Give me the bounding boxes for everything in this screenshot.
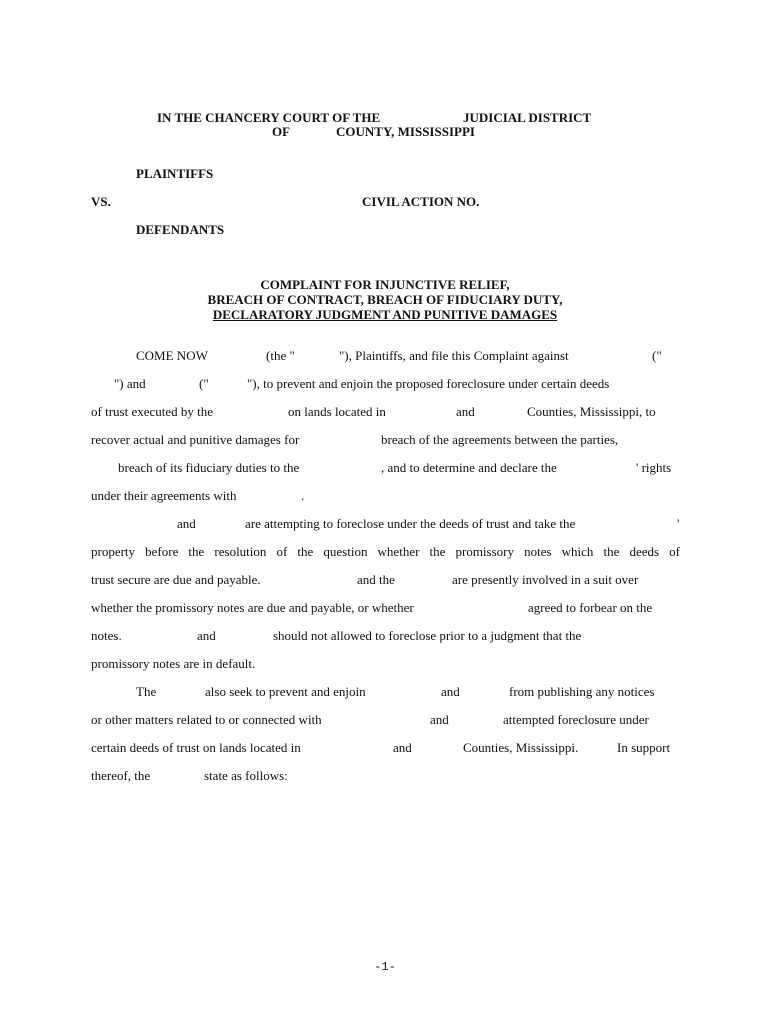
p1-line5-a: breach of its fiduciary duties to the [118, 460, 300, 475]
p1-line1-c: "), Plaintiffs, and file this Complaint against [339, 348, 569, 363]
p2-line3-b: and the [357, 572, 395, 587]
p3-line2-a: or other matters related to or connected with [91, 712, 322, 727]
p1-line3-a: of trust executed by the [91, 404, 214, 419]
p3-line4-a: thereof, the [91, 768, 151, 783]
p3-line3-d: In support [617, 740, 671, 755]
p1-line4-a: recover actual and punitive damages for [91, 432, 300, 447]
defendants-label: DEFENDANTS [136, 222, 225, 237]
p3-line1-a: The [136, 684, 157, 699]
page-number: -1- [374, 960, 396, 974]
title-line-3: DECLARATORY JUDGMENT AND PUNITIVE DAMAGES [212, 307, 558, 322]
p1-line1-b: (the " [266, 348, 295, 363]
p1-line6-b: . [301, 488, 305, 503]
p2-line4-b: agreed to forbear on the [528, 600, 653, 615]
title-line-1: COMPLAINT FOR INJUNCTIVE RELIEF, [260, 277, 510, 292]
p3-line3-c: Counties, Mississippi. [463, 740, 579, 755]
plaintiffs-label: PLAINTIFFS [136, 166, 214, 181]
p3-line2-c: attempted foreclosure under [503, 712, 649, 727]
county-line-left: OF [272, 124, 291, 139]
p1-line3-c: and [456, 404, 475, 419]
p2-line3-c: are presently involved in a suit over [452, 572, 639, 587]
p2-line5-b: and [197, 628, 216, 643]
p1-line3-b: on lands located in [288, 404, 386, 419]
p2-line5-c: should not allowed to foreclose prior to a judgment that the [273, 628, 582, 643]
p1-line3-d: Counties, Mississippi, to [527, 404, 656, 419]
p1-line2-b: (" [199, 376, 209, 391]
civil-action-label: CIVIL ACTION NO. [362, 194, 480, 209]
p1-line6-a: under their agreements with [91, 488, 237, 503]
p3-line1-c: and [441, 684, 460, 699]
p3-line4-b: state as follows: [204, 768, 288, 783]
p1-line5-b: , and to determine and declare the [381, 460, 557, 475]
p3-line3-a: certain deeds of trust on lands located in [91, 740, 301, 755]
p3-line1-b: also seek to prevent and enjoin [205, 684, 366, 699]
p3-line3-b: and [393, 740, 412, 755]
p1-line2-a: ") and [114, 376, 146, 391]
p3-line1-d: from publishing any notices [509, 684, 655, 699]
county-line-right: COUNTY, MISSISSIPPI [336, 124, 475, 139]
p3-line2-b: and [430, 712, 449, 727]
p2-line2: property before the resolution of the question whether the promissory notes which the deeds of [91, 544, 680, 559]
p1-line5-c: ' rights [636, 460, 672, 475]
p2-line3-a: trust secure are due and payable. [91, 572, 261, 587]
p2-line1-c: ' [677, 516, 680, 531]
p2-line6: promissory notes are in default. [91, 656, 256, 671]
p1-line1-a: COME NOW [136, 348, 208, 363]
court-line-left: IN THE CHANCERY COURT OF THE [157, 110, 381, 125]
p1-line4-b: breach of the agreements between the parties, [381, 432, 619, 447]
court-line-right: JUDICIAL DISTRICT [463, 110, 592, 125]
p2-line1-b: are attempting to foreclose under the deeds of trust and take the [245, 516, 576, 531]
p2-line1-a: and [177, 516, 196, 531]
p1-line1-d: (" [652, 348, 662, 363]
p1-line2-c: "), to prevent and enjoin the proposed foreclosure under certain deeds [247, 376, 610, 391]
versus-label: VS. [91, 194, 111, 209]
p2-line4-a: whether the promissory notes are due and payable, or whether [91, 600, 414, 615]
p2-line5-a: notes. [91, 628, 122, 643]
title-line-2: BREACH OF CONTRACT, BREACH OF FIDUCIARY DUTY, [207, 292, 563, 307]
